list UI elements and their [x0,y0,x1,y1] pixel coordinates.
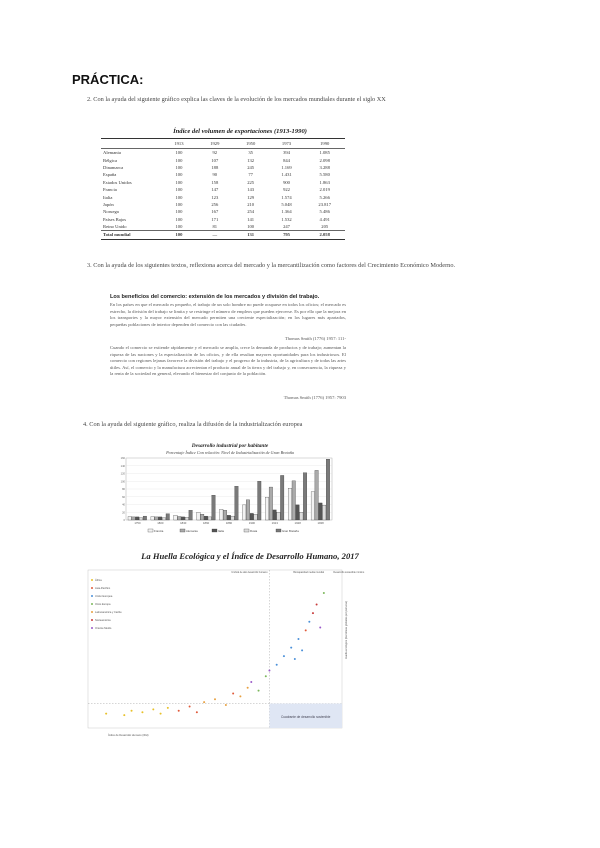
citation-1: Thomas Smith (1776) 1957: 111- [284,336,346,341]
data-point [160,713,162,715]
bar [220,509,223,520]
table-cell: Japón [103,201,114,207]
bar [269,487,272,520]
bar [162,518,165,520]
table-cell: 100 [247,224,255,230]
table-cell: 5.580 [319,172,330,178]
table-cell: 225 [247,179,255,185]
table-cell: 100 [175,172,183,178]
x-axis-label: Índice de Desarrollo Humano (IDH) [108,734,149,737]
table-row [101,223,345,231]
bar [223,510,226,520]
table-cell: 2.098 [319,157,330,163]
data-point [305,629,307,631]
legend-label: Latinoamérica y Caribe [95,611,122,614]
table-total-cell: 795 [269,231,305,239]
bar [315,470,318,520]
table-title: Índice del volumen de exportaciones (1913-1990) [173,128,307,135]
data-point [323,592,325,594]
table-row [101,149,345,157]
data-point [297,638,299,640]
data-point [152,708,154,710]
bar [174,515,177,520]
y-tick-label: 20 [122,511,125,515]
table-cell: 100 [175,179,183,185]
table-cell: 143 [247,187,255,193]
table-total-cell: Total mundial [101,231,161,239]
chart-annotation: Desarrollo sostenible mínimo [333,571,365,574]
bar [296,505,299,520]
bar [185,517,188,520]
bar-chart-subtitle: Porcentaje Índice Con relación: Nivel de Industrialización de Gran Bretaña [166,450,294,455]
table-cell: 100 [175,201,183,207]
legend-label: Otros Europa [95,603,111,606]
data-point [316,603,318,605]
x-tick-label: 1830 [180,521,187,525]
x-tick-label: 1800 [157,521,164,525]
footprint-scatter-chart [80,562,365,742]
data-point [308,621,310,623]
bar [197,512,200,520]
table-cell: 247 [283,224,290,230]
bar [208,517,211,520]
table-cell: Noruega [103,209,119,215]
table-total-cell: — [197,231,233,239]
quadrant-label: Cuadrante de desarrollo sostenible [280,714,331,719]
data-point [239,695,241,697]
table-cell: 4.491 [319,216,330,222]
x-tick-label: 1860 [202,521,210,525]
bar [242,505,245,520]
table-cell: 205 [321,224,329,230]
table-cell: Alemania [103,150,121,156]
table-cell: 141 [247,216,255,222]
legend-label: Gran Bretaña [282,528,299,533]
table-cell: 188 [211,164,219,170]
bar [155,517,158,520]
x-tick-label: 1750 [134,521,141,525]
data-point [141,711,143,713]
table-cell: 1.863 [319,179,330,185]
table-cell: 1.169 [281,164,292,170]
table-cell: 5.048 [281,201,292,207]
table-cell: 90 [212,172,218,178]
table-cell: Italia [103,194,113,200]
table-cell: 123 [211,194,219,200]
table-cell: 81 [212,224,218,230]
legend-dot [91,579,93,581]
bar [128,517,131,520]
table-cell: 922 [283,187,290,193]
paragraph-1: En los países en que el mercado es pequeño, el trabajo de un solo hombre no puede ocuparse en todos los oficios; el mercado es estrecho, la división del trabajo se limita y se restringe el número de empleos que pueden ejercerse. Es por ello que la mejora en los transportes y la mayor extensión del mercado permiten una creciente especialización; en los lugares más apartados, pequeñas poblaciones de interior dependen del comercio con las ciudades. [110,302,346,327]
bar [227,515,230,520]
table-cell: 1.532 [281,216,292,222]
y-tick-label: 120 [120,472,125,476]
data-point [189,705,191,707]
y-tick-label: 160 [120,457,125,460]
legend-swatch [212,529,217,532]
y-tick-label: 100 [120,480,125,484]
table-cell: 900 [283,179,290,185]
data-point [131,710,133,712]
table-header-row [101,139,345,149]
legend-dot [91,595,93,597]
bar [292,481,295,520]
table-cell: Reino Unido [103,224,127,230]
table-cell: 100 [175,216,183,222]
data-point [301,649,303,651]
bar [158,517,161,520]
data-point [123,714,125,716]
chart-annotation: Umbral de alto desarrollo humano [231,571,268,574]
scatter-chart-title: La Huella Ecológica y el Índice de Desarrollo Humano, 2017 [141,551,359,561]
bar [254,514,257,520]
table-cell: 132 [247,157,255,163]
bar [303,473,306,520]
table-row [101,193,345,200]
bar-chart-title: Desarrollo industrial por habitante [191,443,269,449]
data-point [283,655,285,657]
table-header-cell: 1973 [269,139,305,149]
table-cell: 844 [283,157,290,163]
legend-swatch [244,529,249,532]
bar [273,510,276,520]
legend-label: Norteamérica [95,619,111,622]
table-cell: 100 [175,224,183,230]
table-cell: 77 [248,172,253,178]
question-3: 3. Con la ayuda de los siguientes textos, reflexiona acerca del mercado y la mercantilización como factores del Crecimiento Económico Moderno. [87,262,456,269]
table-row [101,216,345,223]
table-cell: España [103,172,117,178]
table-cell: 210 [247,201,255,207]
table-cell: 394 [283,150,290,156]
y-tick-label: 80 [122,488,125,491]
table-cell: 158 [211,179,219,185]
table-cell: 5.486 [319,209,330,215]
text-title: Los beneficios del comercio: extensión de los mercados y división del trabajo. [110,294,320,300]
table-cell: 100 [175,187,183,193]
table-header-cell: 1950 [233,139,269,149]
table-cell: 100 [175,157,183,163]
table-header-cell: 1913 [161,139,197,149]
bar [250,513,253,520]
table-header-cell: 1929 [197,139,233,149]
data-point [203,701,205,703]
table-cell: 256 [211,201,219,207]
table-cell: 107 [211,157,219,163]
bar [136,517,139,520]
bar [319,503,322,520]
table-header-cell: 1990 [304,139,345,149]
y-axis-label: Huella ecológica (hectáreas globales por persona) [345,601,348,659]
table-total-cell: 100 [161,231,197,239]
x-tick-label: 1938 [317,521,324,525]
data-point [276,664,278,666]
bar [322,505,325,520]
table-row [101,186,345,193]
data-point [268,670,270,672]
legend-dot [91,619,93,621]
bar [326,459,329,520]
y-tick-label: 140 [120,464,125,468]
legend-label: Asia-Pacífico [95,587,111,590]
legend-swatch [148,529,153,532]
exports-table [101,138,345,240]
bar [258,481,261,520]
bar [300,512,303,520]
bar [231,516,234,520]
bar [181,517,184,520]
table-cell: 92 [212,150,218,156]
table-total-row [101,231,345,239]
table-cell: 1.574 [281,194,292,200]
data-point [319,626,321,628]
table-cell: 100 [175,209,183,215]
data-point [167,707,169,709]
paragraph-2: Cuando el comercio se extiende rápidamente y el mercado se amplía, crece la demanda de productos y de trabajo; aumentan la riqueza de las naciones y la especialización de los oficios, y de ella resultan mayores oportunidades para los industriosos. El comercio con regiones lejanas favorece la división del trabajo y el progreso de la industria, de la agricultura y de todas las artes útiles. Así, el comercio y la manufactura acrecientan el producto anual de la tierra y del trabajo y, en consecuencia, la riqueza y la renta de la sociedad en general, elevando el bienestar del conjunto de la población. [110,345,346,377]
question-2: 2. Con la ayuda del siguiente gráfico explica las claves de la evolución de los mercados mundiales durante el siglo XX [87,96,386,103]
table-total-cell: 2.058 [304,231,345,239]
table-row [101,156,345,163]
table-cell: 100 [175,150,183,156]
data-point [250,681,252,683]
data-point [105,713,107,715]
x-tick-label: 1900 [248,521,256,525]
data-point [294,658,296,660]
table-cell: 23.817 [318,201,332,207]
table-cell: 1.431 [281,172,292,178]
legend-dot [91,611,93,613]
table-row [101,201,345,208]
bar [204,516,207,520]
table-cell: Bélgica [103,157,118,163]
table-header-cell [101,139,161,149]
legend-dot [91,603,93,605]
legend-label: Italia [218,528,224,533]
table-row [101,179,345,186]
bar [189,510,192,520]
table-cell: 5.266 [319,194,330,200]
bar [200,514,203,520]
data-point [178,710,180,712]
table-cell: 171 [211,216,219,222]
y-tick-label: 0 [123,519,125,522]
bar [280,475,283,520]
bar [143,516,146,520]
legend-dot [91,587,93,589]
data-point [247,687,249,689]
x-tick-label: 1913 [271,521,278,525]
legend-label: Rusia [250,528,258,533]
table-cell: Países Bajos [103,216,127,222]
table-cell: Dinamarca [103,164,124,170]
bar [246,500,249,520]
data-point [214,698,216,700]
data-point [225,704,227,706]
data-point [232,693,234,695]
bar [166,514,169,520]
citation-2: Thomas Smith (1776) 1957: 7903 [283,395,346,400]
table-total-cell: 131 [233,231,269,239]
table-row [101,171,345,178]
data-point [290,647,292,649]
legend-label: África [95,579,102,582]
bar [235,486,238,520]
legend-label: Francia [154,528,164,533]
legend-swatch [276,529,281,532]
bar [151,517,154,520]
table-cell: 100 [175,194,183,200]
table-cell: 245 [247,164,255,170]
x-tick-label: 1928 [294,521,301,525]
page-title: PRÁCTICA: [72,72,144,87]
bar [212,495,215,520]
data-point [196,711,198,713]
table-cell: 1.364 [281,209,292,215]
table-body [101,149,345,240]
bar [288,488,291,520]
table-cell: Estados Unidos [103,179,132,185]
table-cell: 147 [211,187,219,193]
table-cell: 167 [211,209,219,215]
table-cell: 100 [175,164,183,170]
legend-label: Unión Europea [95,595,113,598]
table-cell: 3.288 [319,164,330,170]
table-cell: Francia [103,187,117,193]
question-4: 4. Con la ayuda del siguiente gráfico, realiza la difusión de la industrialización europea [83,421,303,428]
bar [139,518,142,520]
table-cell: 129 [247,194,255,200]
table-cell: 2.019 [319,187,330,193]
bar [132,517,135,520]
bar [311,492,314,520]
x-tick-label: 1880 [225,521,233,525]
table-row [101,164,345,171]
data-point [265,675,267,677]
legend-label: Alemania [186,528,198,533]
table-cell: 1.085 [319,150,330,156]
y-tick-label: 40 [122,503,125,507]
data-point [312,612,314,614]
bar [178,517,181,520]
y-tick-label: 60 [122,495,125,499]
data-point [258,690,260,692]
legend-swatch [180,529,185,532]
table-row [101,208,345,215]
chart-annotation: Biocapacidad media mundial [293,571,325,574]
table-cell: 254 [247,209,255,215]
industrial-bar-chart [118,456,338,540]
bar [277,512,280,520]
table-cell: 35 [248,150,253,156]
bar [265,497,268,520]
legend-label: Oriente Medio [95,627,112,630]
legend-dot [91,627,93,629]
